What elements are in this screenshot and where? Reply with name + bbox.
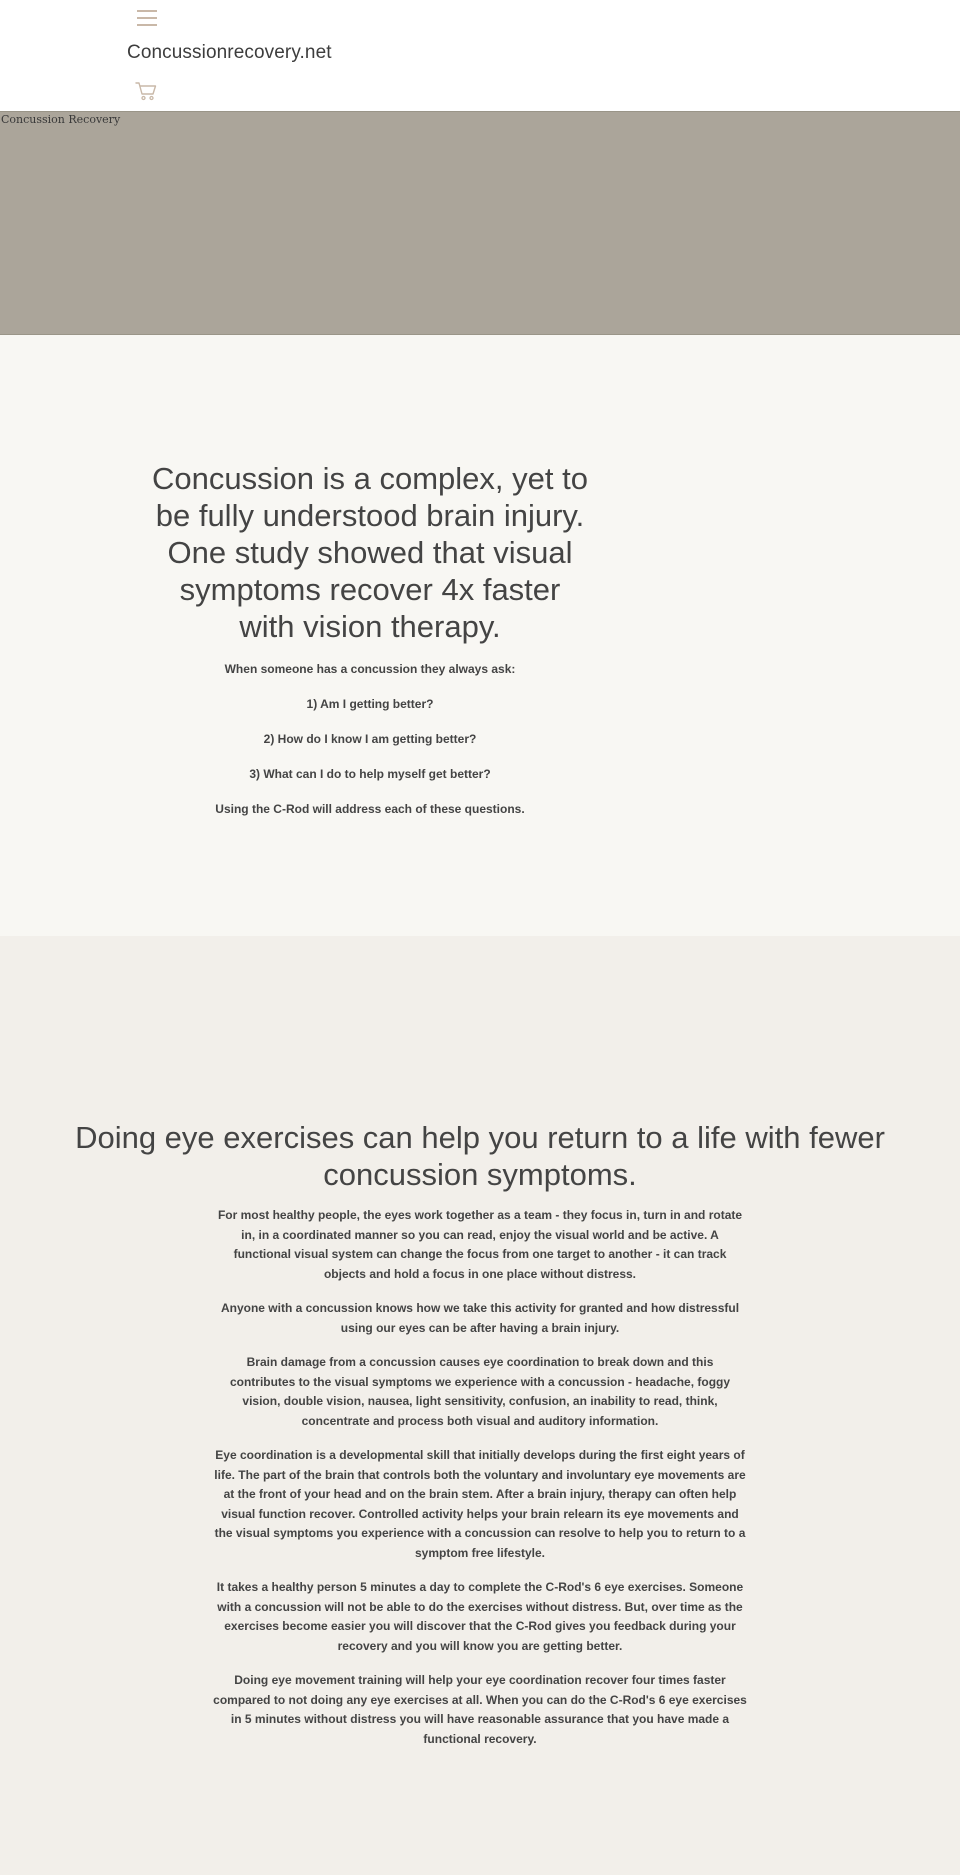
intro-section xyxy=(0,335,960,936)
intro-heading: Concussion is a complex, yet to be fully understood brain injury. One study showed that visual symptoms recover 4x faster with vision therapy. xyxy=(152,461,588,644)
body-paragraph: For most healthy people, the eyes work together as a team - they focus in, turn in and rotate in, in a coordinated manner so you can read, enjoy the visual world and be active. A functional visual system can change the focus from one target to another - it can track objects and hold a focus in one place without distress. xyxy=(217,1208,743,1281)
intro-question-line: When someone has a concussion they always ask: xyxy=(224,662,516,676)
hamburger-menu-icon[interactable] xyxy=(137,10,157,26)
body-paragraph: It takes a healthy person 5 minutes a day to complete the C-Rod's 6 eye exercises. Someone with a concussion will not be able to do the exercises without distress. But, over time as the exercises become easier you will discover that the C-Rod gives you feedback during your recovery and you will know you are getting better. xyxy=(216,1580,744,1653)
intro-question-line: Using the C-Rod will address each of these questions. xyxy=(215,802,525,816)
intro-question-line: 2) How do I know I am getting better? xyxy=(263,732,477,746)
eye-exercises-heading: Doing eye exercises can help you return to a life with fewer concussion symptoms. xyxy=(75,1120,885,1192)
site-header xyxy=(0,0,960,111)
eye-exercises-body xyxy=(213,1206,747,1764)
intro-question-line: 1) Am I getting better? xyxy=(306,697,434,711)
hero-image xyxy=(0,111,960,335)
body-paragraph: Brain damage from a concussion causes eye coordination to break down and this contributes to the visual symptoms we experience with a concussion - headache, foggy vision, double vision, nausea, light sensitivity, confusion, an inability to read, think, concentrate and process both visual and auditory information. xyxy=(229,1355,731,1428)
body-paragraph: Doing eye movement training will help your eye coordination recover four times faster compared to not doing any eye exercises at all. When you can do the C-Rod's 6 eye exercises in 5 minutes without distress you will have reasonable assurance that you have made a functional recovery. xyxy=(213,1673,747,1746)
body-paragraph: Anyone with a concussion knows how we take this activity for granted and how distressful using our eyes can be after having a brain injury. xyxy=(220,1301,740,1335)
intro-question-line: 3) What can I do to help myself get better? xyxy=(249,767,491,781)
eye-exercises-section xyxy=(0,936,960,1874)
hero-image-alt-text: Concussion Recovery xyxy=(1,113,121,126)
intro-text-block xyxy=(150,460,590,837)
body-paragraph: Eye coordination is a developmental skill that initially develops during the first eight years of life. The part of the brain that controls both the voluntary and involuntary eye movements are at the front of your head and on the brain stem. After a brain injury, therapy can often help visual function recover. Controlled activity helps your brain relearn its eye movements and the visual symptoms you experience with a concussion can resolve to help you to return to a symptom free lifestyle. xyxy=(214,1448,746,1560)
shopping-cart-icon[interactable] xyxy=(135,81,157,101)
site-title-link[interactable]: Concussionrecovery.net xyxy=(127,42,332,63)
